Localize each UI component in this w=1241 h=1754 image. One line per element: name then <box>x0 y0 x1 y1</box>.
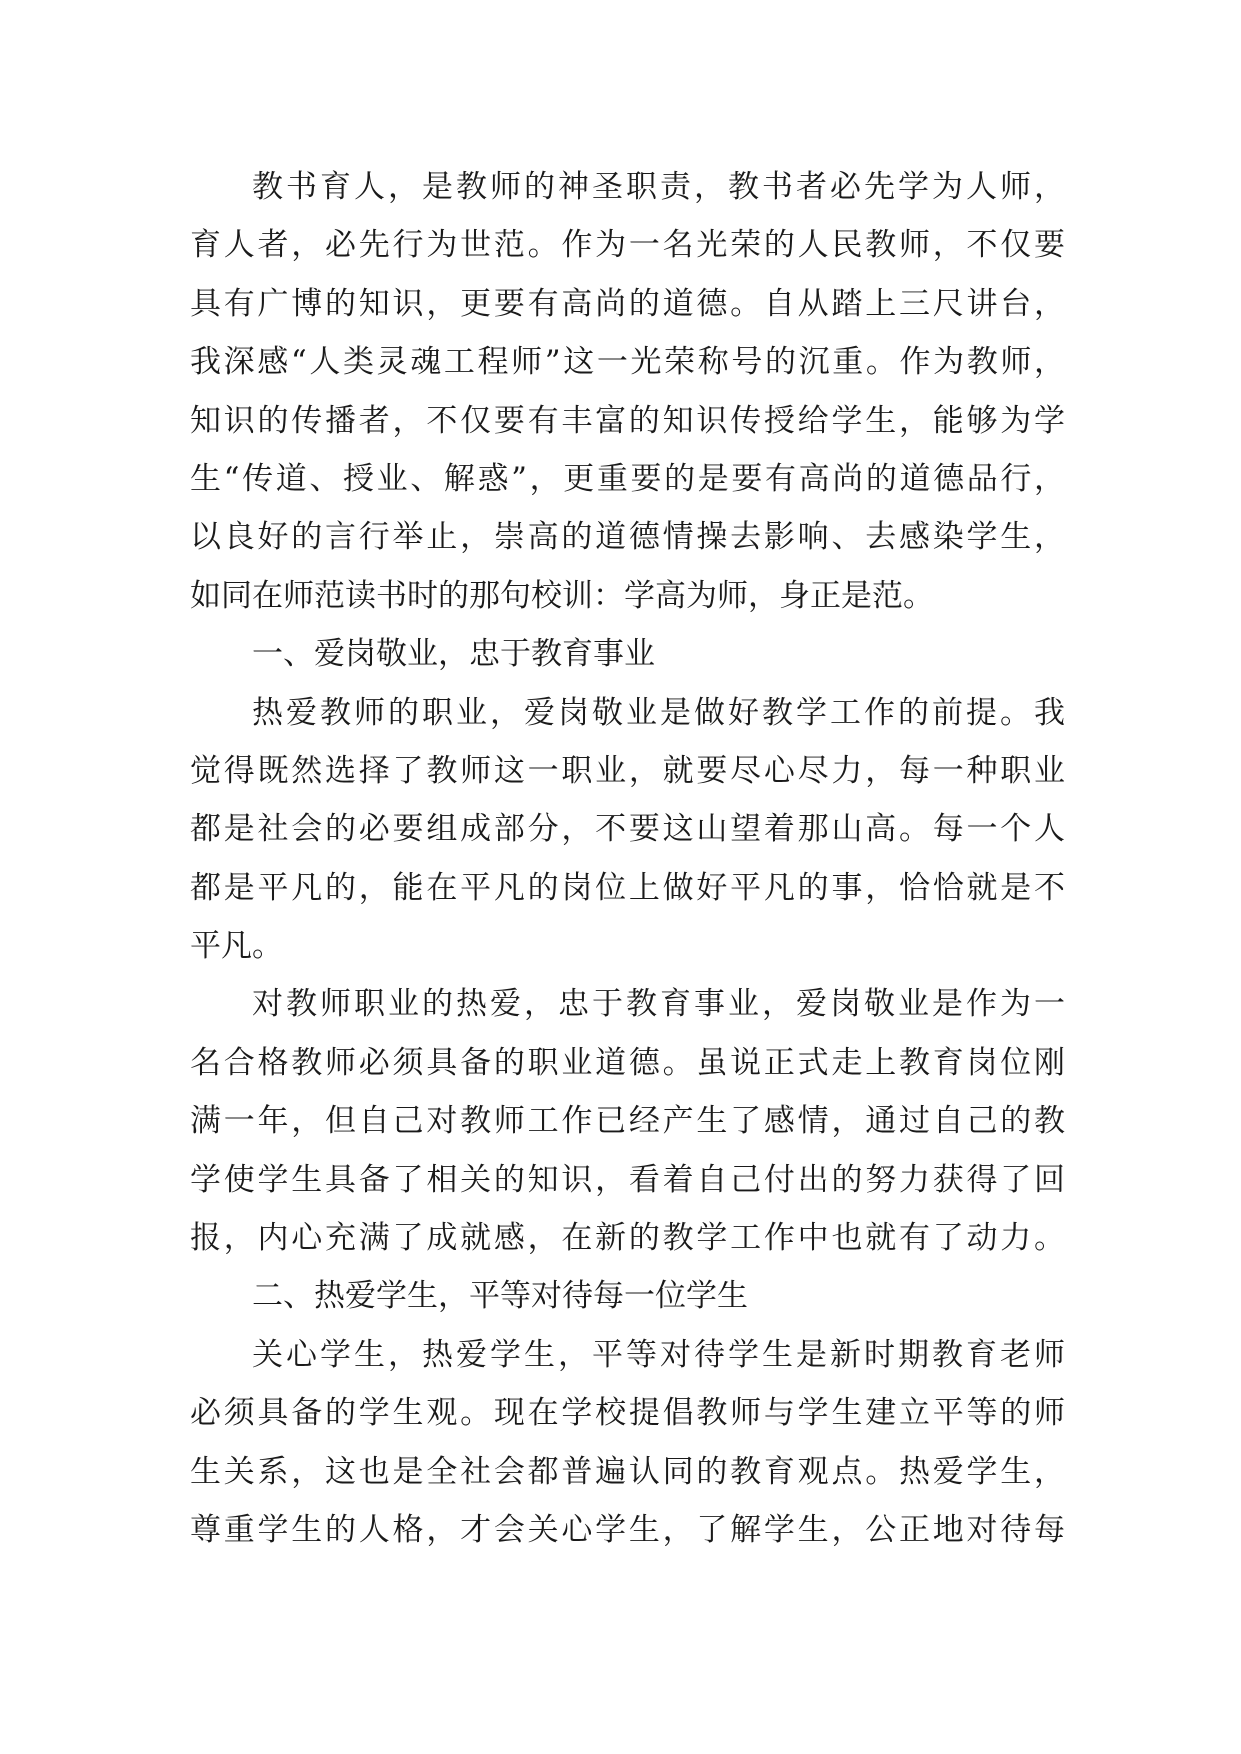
text-line: 觉得既然选择了教师这一职业，就要尽心尽力，每一种职业 <box>190 752 1065 789</box>
text-line: 对教师职业的热爱，忠于教育事业，爱岗敬业是作为一 <box>252 986 1065 1023</box>
document-body <box>190 158 1065 1559</box>
text-line: 知识的传播者，不仅要有丰富的知识传授给学生，能够为学 <box>190 402 1065 439</box>
text-line: 热爱教师的职业，爱岗敬业是做好教学工作的前提。我 <box>252 694 1065 731</box>
text-line: 平凡。 <box>190 928 283 965</box>
text-line: 教书育人，是教师的神圣职责，教书者必先学为人师， <box>252 169 1065 205</box>
section-heading: 二、热爱学生，平等对待每一位学生 <box>252 1278 748 1315</box>
text-line: 我深感“人类灵魂工程师”这一光荣称号的沉重。作为教师， <box>190 344 1065 381</box>
text-line: 学使学生具备了相关的知识，看着自己付出的努力获得了回 <box>190 1161 1065 1198</box>
text-line: 必须具备的学生观。现在学校提倡教师与学生建立平等的师 <box>190 1395 1065 1432</box>
text-line: 报，内心充满了成就感，在新的教学工作中也就有了动力。 <box>190 1220 1065 1257</box>
text-line: 都是平凡的，能在平凡的岗位上做好平凡的事，恰恰就是不 <box>190 869 1065 906</box>
text-line: 生关系，这也是全社会都普遍认同的教育观点。热爱学生， <box>190 1453 1065 1490</box>
text-line: 育人者，必先行为世范。作为一名光荣的人民教师，不仅要 <box>190 227 1065 264</box>
text-line: 具有广博的知识，更要有高尚的道德。自从踏上三尺讲台， <box>190 285 1065 322</box>
text-line: 生“传道、授业、解惑”，更重要的是要有高尚的道德品行， <box>190 460 1065 497</box>
text-line: 名合格教师必须具备的职业道德。虽说正式走上教育岗位刚 <box>190 1044 1065 1081</box>
text-line: 都是社会的必要组成部分，不要这山望着那山高。每一个人 <box>190 811 1065 848</box>
text-line: 关心学生，热爱学生，平等对待学生是新时期教育老师 <box>252 1336 1065 1373</box>
text-line: 如同在师范读书时的那句校训：学高为师，身正是范。 <box>190 577 934 614</box>
text-line: 满一年，但自己对教师工作已经产生了感情，通过自己的教 <box>190 1103 1065 1140</box>
text-line: 以良好的言行举止，崇高的道德情操去影响、去感染学生， <box>190 519 1065 556</box>
text-line: 尊重学生的人格，才会关心学生，了解学生，公正地对待每 <box>190 1511 1065 1548</box>
section-heading: 一、爱岗敬业，忠于教育事业 <box>252 636 655 673</box>
